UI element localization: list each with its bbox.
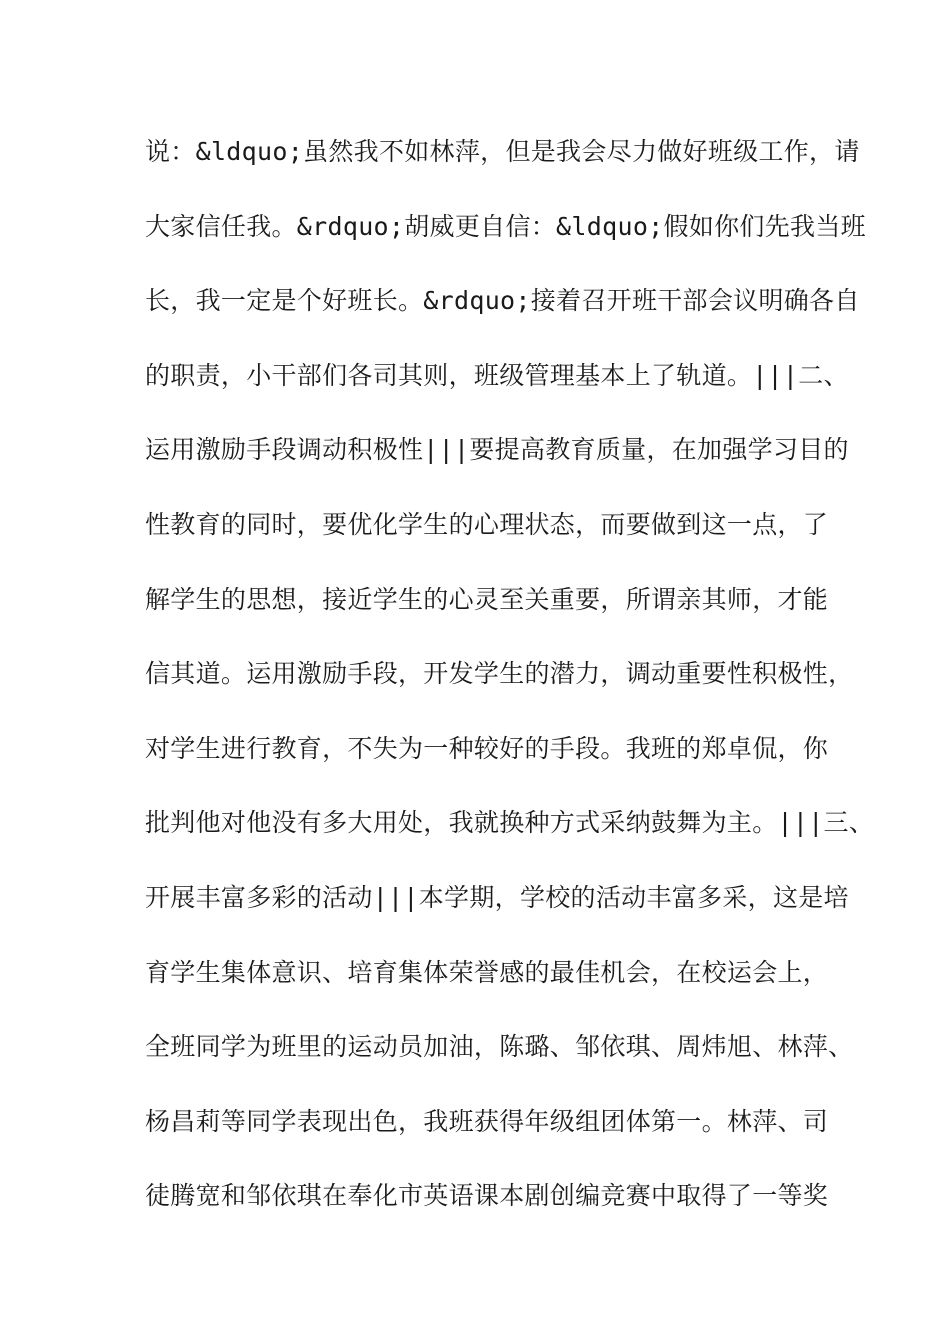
text-line: 长，我一定是个好班长。&rdquo;接着召开班干部会议明确各自 bbox=[145, 286, 860, 316]
text-line: 批判他对他没有多大用处，我就换种方式采纳鼓舞为主。|||三、 bbox=[145, 808, 875, 838]
text-line: 解学生的思想，接近学生的心灵至关重要，所谓亲其师，才能 bbox=[145, 584, 829, 614]
text-line: 运用激励手段调动积极性|||要提高教育质量，在加强学习目的 bbox=[145, 435, 849, 465]
text-line: 大家信任我。&rdquo;胡威更自信：&ldquo;假如你们先我当班 bbox=[145, 211, 866, 241]
text-line: 性教育的同时，要优化学生的心理状态，而要做到这一点，了 bbox=[145, 509, 829, 539]
text-line: 的职责，小干部们各司其则，班级管理基本上了轨道。|||二、 bbox=[145, 360, 849, 390]
text-line: 育学生集体意识、培育集体荣誉感的最佳机会，在校运会上， bbox=[145, 957, 829, 987]
text-line: 杨昌莉等同学表现出色，我班获得年级组团体第一。林萍、司 bbox=[145, 1106, 829, 1136]
text-line: 开展丰富多彩的活动|||本学期，学校的活动丰富多采，这是培 bbox=[145, 882, 849, 912]
text-line: 徒腾宽和邹依琪在奉化市英语课本剧创编竞赛中取得了一等奖 bbox=[145, 1181, 829, 1211]
text-line: 信其道。运用激励手段，开发学生的潜力，调动重要性积极性， bbox=[145, 659, 854, 689]
text-line: 全班同学为班里的运动员加油，陈璐、邹依琪、周炜旭、林萍、 bbox=[145, 1032, 854, 1062]
text-line: 说：&ldquo;虽然我不如林萍，但是我会尽力做好班级工作，请 bbox=[145, 137, 860, 166]
body-text bbox=[145, 130, 875, 1249]
text-line: 对学生进行教育，不失为一种较好的手段。我班的郑卓侃，你 bbox=[145, 733, 829, 763]
